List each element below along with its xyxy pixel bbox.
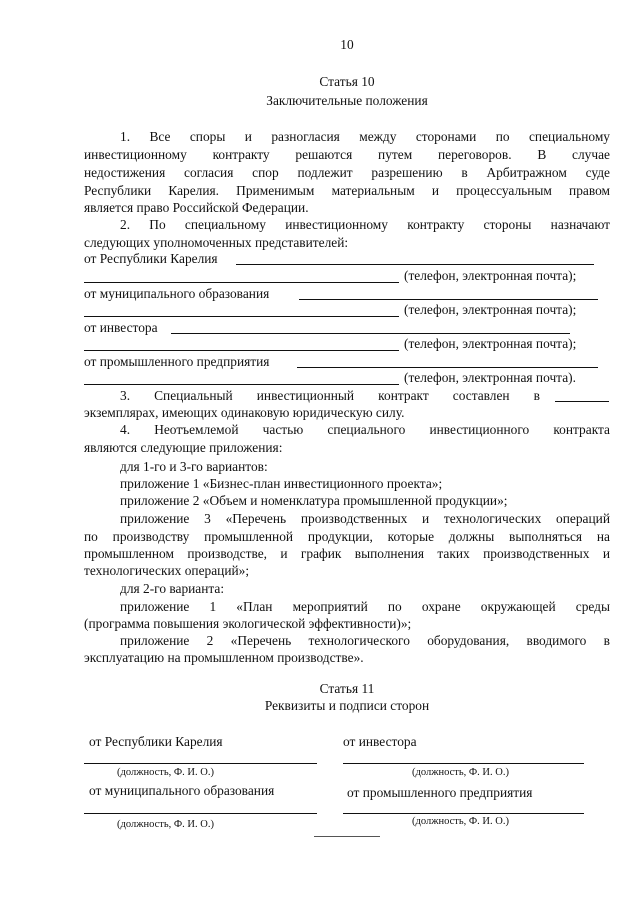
appendix-3-line: промышленном производстве, и график выполнения таких производственных и [84,546,610,561]
rep-municipal-label: от муниципального образования [84,286,270,301]
rep-investor-contact-blank [84,350,399,351]
copies-blank [555,401,609,402]
article-11-title: Статья 11 [319,681,375,696]
sig-municipal-label: от муниципального образования [89,783,275,798]
rep-industrial-contact-blank [84,384,399,385]
p4-line: 4. Неотъемлемой частью специального инвестиционного контракта [120,422,610,437]
sig-investor-caption: (должность, Ф. И. О.) [412,767,509,778]
footer-divider [314,836,380,837]
sig-industrial-line [343,813,584,814]
v2-appendix-2-line: эксплуатацию на промышленном производстве». [84,650,364,665]
v2-appendix-1-line: (программа повышения экологической эффективности)»; [84,616,412,631]
sig-republic-line [84,763,317,764]
sig-industrial-label: от промышленного предприятия [347,785,533,800]
p1-line: недостижения согласия спор подлежит разрешению в Арбитражном суде [84,165,610,180]
p1-line: инвестиционному контракту решаются путем переговоров. В случае [84,147,610,162]
sig-municipal-caption: (должность, Ф. И. О.) [117,819,214,830]
variant-2-label: для 2-го варианта: [120,581,225,596]
rep-republic-label: от Республики Карелия [84,251,218,266]
variants-13-label: для 1-го и 3-го вариантов: [120,459,268,474]
sig-investor-line [343,763,584,764]
p1-line: 1. Все споры и разногласия между сторонами по специальному [120,129,610,144]
rep-municipal-contact-blank [84,316,399,317]
sig-republic-label: от Республики Карелия [89,734,223,749]
p4-line: являются следующие приложения: [84,440,283,455]
p3-line: экземплярах, имеющих одинаковую юридическую силу. [84,405,405,420]
rep-republic-blank [236,264,594,265]
rep-industrial-label: от промышленного предприятия [84,354,270,369]
p3-line: 3. Специальный инвестиционный контракт составлен в [120,388,540,403]
p1-line: является право Российской Федерации. [84,200,309,215]
v2-appendix-1-line: приложение 1 «План мероприятий по охране окружающей среды [120,599,610,614]
p2-line: 2. По специальному инвестиционному контракту стороны назначают [120,217,610,232]
p2-line: следующих уполномоченных представителей: [84,235,349,250]
sig-republic-caption: (должность, Ф. И. О.) [117,767,214,778]
sig-industrial-caption: (должность, Ф. И. О.) [412,816,509,827]
appendix-3-line: технологических операций»; [84,563,250,578]
rep-republic-contact-blank [84,282,399,283]
article-10-subtitle: Заключительные положения [266,93,428,108]
article-10-title: Статья 10 [319,74,375,89]
rep-investor-blank [171,333,570,334]
appendix-1: приложение 1 «Бизнес-план инвестиционного проекта»; [120,476,443,491]
appendix-3-line: по производству промышленной продукции, которые должны выполняться на [84,529,610,544]
v2-appendix-2-line: приложение 2 «Перечень технологического оборудования, вводимого в [120,633,610,648]
rep-municipal-blank [299,299,598,300]
p1-line: Республики Карелия. Применимым материальным и процессуальным правом [84,183,610,198]
appendix-2: приложение 2 «Объем и номенклатура промышленной продукции»; [120,493,508,508]
rep-industrial-blank [297,367,598,368]
article-11-subtitle: Реквизиты и подписи сторон [264,698,430,713]
rep-investor-contact: (телефон, электронная почта); [404,336,577,351]
rep-republic-contact: (телефон, электронная почта); [404,268,577,283]
page-number: 10 [340,37,354,52]
rep-industrial-contact: (телефон, электронная почта). [404,370,576,385]
appendix-3-line: приложение 3 «Перечень производственных и технологических операций [120,511,610,526]
rep-municipal-contact: (телефон, электронная почта); [404,302,577,317]
sig-municipal-line [84,813,317,814]
sig-investor-label: от инвестора [343,734,417,749]
rep-investor-label: от инвестора [84,320,158,335]
